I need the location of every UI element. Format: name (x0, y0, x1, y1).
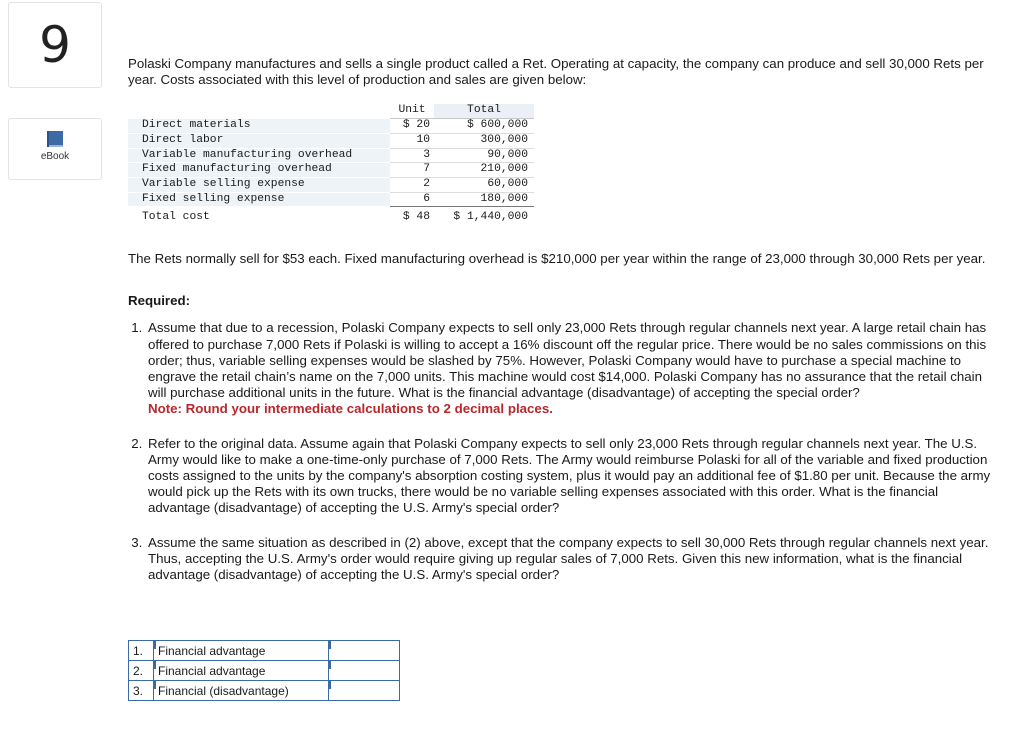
question-content (128, 56, 992, 583)
row-label: Direct materials (128, 119, 390, 134)
row-label: Fixed selling expense (128, 192, 390, 207)
cell-marker-icon (154, 661, 156, 669)
answer-cell (329, 661, 400, 681)
ebook-button[interactable] (8, 118, 102, 180)
answer-label (154, 681, 329, 701)
row-total: 300,000 (434, 133, 534, 148)
answer-label (154, 661, 329, 681)
requirement-item (146, 535, 992, 584)
row-label: Variable selling expense (128, 177, 390, 192)
row-label: Fixed manufacturing overhead (128, 163, 390, 178)
row-label: Direct labor (128, 133, 390, 148)
answer-table (128, 640, 400, 701)
row-total: 180,000 (434, 192, 534, 207)
row-total: 210,000 (434, 163, 534, 178)
table-row (128, 119, 534, 134)
row-unit: $ 20 (390, 119, 434, 134)
header-total: Total (434, 104, 534, 118)
answer-cell (329, 641, 400, 661)
table-row (128, 163, 534, 178)
cell-marker-icon (329, 661, 331, 669)
intro-text: Polaski Company manufactures and sells a single product called a Ret. Operating at capacity, the company can produce and sell 30,000 Rets per year. Costs associated with this level of production and sales are given below: (128, 56, 984, 88)
sale-text: The Rets normally sell for $53 each. Fixed manufacturing overhead is $210,000 per year within the range of 23,000 through 30,000 Rets per year. (128, 251, 986, 267)
ebook-label: eBook (40, 151, 70, 162)
answer-label-text: Financial (disadvantage) (158, 683, 289, 698)
answer-row (129, 641, 400, 661)
total-cost-unit: $ 48 (402, 211, 430, 224)
row-total: 60,000 (434, 177, 534, 192)
row-total: 90,000 (434, 148, 534, 163)
total-cost-total: $ 1,440,000 (453, 211, 528, 224)
row-unit: 10 (390, 133, 434, 148)
answer-input-1[interactable] (329, 641, 399, 660)
requirement-item (146, 320, 992, 417)
table-row (128, 148, 534, 163)
answer-label-text: Financial advantage (158, 643, 266, 658)
answer-row (129, 681, 400, 701)
answer-number: 2. (129, 661, 154, 681)
table-row (128, 192, 534, 207)
requirements-list (128, 320, 992, 583)
requirement-text: Refer to the original data. Assume again that Polaski Company expects to sell only 23,000 Rets through regular channels next year. The U.S. Army would like to make a one-time-only purchase of 7,000 Rets. The Army would reimburse Polaski for all of the variable and fixed production costs assigned to the units by the company's absorption costing system, plus it would pay an additional fee of $1.80 per unit. Because the army would pick up the Rets with its own trucks, there would be no variable selling expenses associated with this order. What is the financial advantage (disadvantage) of accepting the U.S. Army's special order? (148, 435, 991, 516)
answer-input-3[interactable] (329, 681, 399, 700)
answer-cell (329, 681, 400, 701)
cell-marker-icon (329, 681, 331, 689)
row-label: Variable manufacturing overhead (128, 148, 390, 163)
row-unit: 3 (390, 148, 434, 163)
requirement-text: Assume the same situation as described in (2) above, except that the company expects to sell 30,000 Rets through regular channels next year. Thus, accepting the U.S. Army's order would require giving up regular sales of 7,000 Rets. Given this new information, what is the financial advantage (disadvantage) of accepting the U.S. Army's special order? (148, 534, 989, 583)
requirement-text: Assume that due to a recession, Polaski Company expects to sell only 23,000 Rets through regular channels next year. A large retail chain has offered to purchase 7,000 Rets if Polaski is willing to accept a 16% discount off the regular price. There would be no sales commissions on this order; thus, variable selling expenses would be slashed by 75%. However, Polaski Company would have to purchase a special machine to engrave the retail chain’s name on the 7,000 units. This machine would cost $14,000. Polaski Company has no assurance that the retail chain will purchase additional units in the future. What is the financial advantage (disadvantage) of accepting the special order? (148, 320, 987, 401)
cell-marker-icon (154, 641, 156, 649)
requirement-item (146, 436, 992, 517)
book-icon (45, 130, 65, 148)
answer-number: 1. (129, 641, 154, 661)
answer-row (129, 661, 400, 681)
row-total: $ 600,000 (434, 119, 534, 134)
cell-marker-icon (329, 641, 331, 649)
answer-number: 3. (129, 681, 154, 701)
total-cost-label: Total cost (142, 211, 210, 224)
cost-table (128, 104, 534, 225)
header-unit: Unit (390, 104, 434, 118)
required-heading: Required: (128, 293, 191, 309)
rounding-note: Note: Round your intermediate calculations to 2 decimal places. (148, 401, 553, 417)
question-number: 9 (8, 2, 102, 88)
row-unit: 2 (390, 177, 434, 192)
total-cost-row (128, 207, 534, 225)
answer-input-2[interactable] (329, 661, 399, 680)
row-unit: 6 (390, 192, 434, 207)
answer-label (154, 641, 329, 661)
table-row (128, 177, 534, 192)
answer-label-text: Financial advantage (158, 663, 266, 678)
row-unit: 7 (390, 163, 434, 178)
table-row (128, 133, 534, 148)
cell-marker-icon (154, 681, 156, 689)
